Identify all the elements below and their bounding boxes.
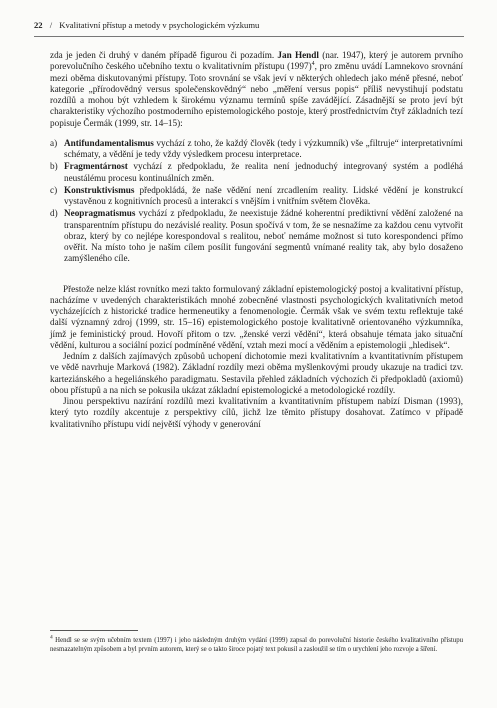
- list-item: [50, 185, 463, 208]
- list-term: Konstruktivismus: [64, 184, 135, 195]
- intro-paragraph: [50, 50, 463, 129]
- list-item: [50, 161, 463, 184]
- list-marker: c): [50, 184, 58, 195]
- list-marker: a): [50, 137, 58, 148]
- list-term: Fragmentárnost: [64, 161, 128, 172]
- running-title: Kvalitativní přístup a metody v psychologickém výzkumu: [59, 20, 260, 30]
- list-item: [50, 138, 463, 161]
- footnote-marker: 4: [50, 634, 53, 641]
- body-paragraph: Přestože nelze klást rovnítko mezi takto formulovaný základní epistemologický postoj a kvalitativní přístup, nacházíme v uvedených charakteristikách mnohé zobecněné vlastnosti psychologických kvalitativních metod vycházejících z historické tradice hermeneutiky a fenomenologie. Čermák však ve svém textu reflektuje také další významný zdroj (1999, str. 15–16) epistemologického postoje kvalitativně orientovaného výzkumníka, jímž je feministický proud. Hovoří přitom o tzv. „ženské verzi vědění“, která obsahuje témata jako situační vědění, kulturou a sociální pozicí podmíněné vědění, vztah mezi mocí a věděním a epistemologii „hledisek“.: [50, 283, 463, 350]
- list-text: vychází z toho, že každý člověk (tedy i výzkumník) vše „filtruje“ interpretativními schématy, a vědění je tedy vždy výsledkem procesu interpretace.: [64, 137, 463, 159]
- body-paragraph: Jedním z dalších zajímavých způsobů uchopení dichotomie mezi kvalitativním a kvantitativním přístupem ve vědě navrhuje Marková (1982). Základní rozdíly mezi oběma myšlenkovými proudy ukazuje na tradici tzv. karteziánského a hegeliánského paradigmatu. Sestavila přehled základních výchozích či předpokladů (axiomů) obou přístupů a na nich se pokusila ukázat základní epistemologické a metodologické rozdíly.: [50, 351, 463, 395]
- body-paragraph: Jinou perspektivu nazírání rozdílů mezi kvalitativním a kvantitativním přístupem nabízí Disman (1993), který tyto rozdíly akcentuje z perspektivy cílů, jichž lze těmito přístupy dosahovat. Zatímco v případě kvalitativního přístupu vidí největší výhody v generování: [50, 396, 463, 429]
- list-text: vychází z předpokladu, že realita není jednoduchý integrovaný systém a podléhá neustálému procesu kontinuálních změn.: [64, 161, 463, 183]
- list-term: Antifundamentalismus: [64, 137, 154, 148]
- page-number: 22: [34, 20, 43, 30]
- intro-text-a: zda je jeden či druhý v daném případě figurou či pozadím.: [50, 50, 278, 60]
- list-item: [50, 208, 463, 264]
- paragraph-gap: [50, 277, 463, 284]
- footnote-ref: 4: [311, 61, 315, 68]
- intro-text-c: , pro změnu uvádí Lamnekovo srovnání mezi oběma diskutovanými přístupy. Toto srovnání se však jeví v některých ohledech jako méně přesné, neboť kategorie „přírodovědný versus společenskovědný“ nebo „měření versus popis“ příliš nevystihují podstatu rozdílů a mohou být vzhledem k širokému významu termínů spíše zavádějící. Zásadnější se proto jeví být charakteristiky výchozího postmoderního epistemologického postoje, který prostřednictvím čtyř základních tezí popisuje Čermák (1999, str. 14–15):: [50, 61, 464, 128]
- footnote-text: Hendl se se svým učebním textem (1997) i jeho následným druhým vydání (1999) zapsal do porevoluční historie českého kvalitativního přístupu nesmazatelným způsobem a byl prvním autorem, který se o takto široce pojatý text pokusil a zasloužil se tím o urychlení jeho rozvoje a šíření.: [50, 637, 464, 653]
- author-name-hendl: Jan Hendl: [277, 50, 319, 60]
- list-term: Neopragmatismus: [64, 208, 136, 219]
- list-marker: d): [50, 208, 58, 219]
- header-rule: [34, 36, 464, 37]
- header-separator: /: [49, 20, 53, 30]
- intro-text-b: (nar. 1947), který je autorem prvního porevolučního českého učebního textu o kvalitativním přístupu (1997): [50, 50, 463, 72]
- list-marker: b): [50, 161, 58, 172]
- running-header: [34, 20, 464, 31]
- footnote-rule: [50, 630, 138, 631]
- list-text: vychází z předpokladu, že neexistuje žádné koherentní prediktivní vědění založené na transparentním přístupu do nezávislé reality. Posun spočívá v tom, že se nesnažíme za každou cenu vytvořit obraz, který by co nejlépe korespondoval s realitou, neboť nemáme možnost si tuto korespondenci přímo ověřit. Na místo toho je naším cílem posílit fungování segmentů vnímané reality tak, aby bylo dosaženo zamýšleného cíle.: [64, 208, 463, 264]
- theses-list: [50, 138, 463, 265]
- list-text: předpokládá, že naše vědění není zrcadlením reality. Lidské vědění je konstrukcí vystavěnou z kognitivních procesů a interakcí s vnějším i vnitřním světem člověka.: [64, 184, 463, 206]
- footnote: [50, 636, 463, 654]
- body-text: [50, 50, 463, 430]
